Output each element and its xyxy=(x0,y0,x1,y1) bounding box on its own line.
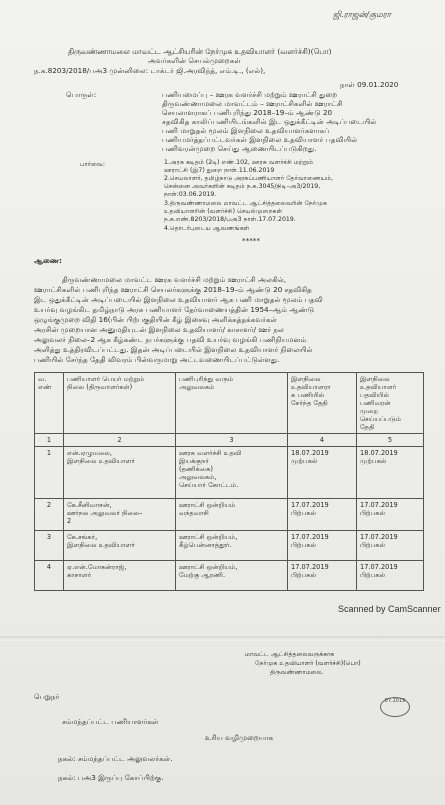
order-line: அரசின் முறையான அனுமதியுடன் இளநிலை உதவியாளர்/ காசாளர்/ ஊர் நல xyxy=(34,325,284,334)
order-line: திருவண்ணாமலை மாவட்ட ஊரக வளர்ச்சி மற்றும் ஊராட்சி அலகில், xyxy=(62,275,287,284)
row-serial: 4 xyxy=(35,561,64,591)
order-line: ஒழுங்குமுறை விதி 16(பின் பிற்பகுதியின் கீழ் இசைவு அளிக்கத்தக்கவர்கள் xyxy=(34,315,278,324)
row-office: ஊராட்சி ஒன்றியம் வந்தவாசி xyxy=(176,499,288,531)
table-row xyxy=(35,499,424,531)
separator-stars: ***** xyxy=(242,236,260,245)
references-label: பார்வை: xyxy=(80,161,105,168)
subject-label: பொருள்: xyxy=(66,90,97,99)
table-header-row xyxy=(35,373,424,434)
regularisation-table xyxy=(34,372,424,591)
row-regularise-date: 18.07.2019 முற்பகல் xyxy=(357,447,424,499)
reference-number-line: ந.க.8203/2018/பஅ3 முன்னிலை: டாக்டர் ஜி.அரவிந்த், எம்.டி., (எல்), xyxy=(34,66,266,75)
row-employee: ஏ.என்.மோகன்ராஜ், காசாளர் xyxy=(64,561,176,591)
table-row xyxy=(35,531,424,561)
copy-line: நகல்: சம்மந்தப்பட்ட அலுவலர்கள். xyxy=(58,754,173,763)
order-date: நாள் 09.01.2020 xyxy=(340,80,399,89)
row-serial: 2 xyxy=(35,499,64,531)
reference-line: 4.தொடர்புடைய ஆவணங்கள் xyxy=(164,225,250,232)
subject-line: சதவிகித காலிப்பணியிடங்களில் இட ஒதுக்கீட்டின் அடிப்படையில் xyxy=(162,117,377,126)
subject-line: பணி மாறுதல் மூலம் இளநிலை உதவியாளர்களாகப் xyxy=(162,126,330,135)
column-number: 1 xyxy=(35,434,64,447)
recipient-label: பெறுநர் xyxy=(34,692,60,701)
office-title: திருவண்ணாமலை மாவட்ட ஆட்சியரின் நேர்முக உதவியாளர் (வளர்ச்சி)(பொ) xyxy=(68,47,332,56)
row-employee: கே.சங்கர், இளநிலை உதவியாளர் xyxy=(64,531,176,561)
row-join-date: 17.07.2019 பிற்பகல் xyxy=(288,531,357,561)
row-regularise-date: 17.07.2019 பிற்பகல் xyxy=(357,531,424,561)
row-serial: 1 xyxy=(35,447,64,499)
column-header-serial: வ. எண் xyxy=(35,373,64,434)
routing-line: உரிய வழிமுறையாக xyxy=(205,733,274,742)
order-line: பணியில் சேர்ந்த தேதி விவரம் பின்வருமாறு அட்டவணையிடப்பட்டுள்ளது. xyxy=(34,355,280,364)
row-serial: 3 xyxy=(35,531,64,561)
subject-line: பணியமைப்பு – ஊரக வளர்ச்சி மற்றும் ஊராட்சி துறை xyxy=(162,90,338,99)
order-line: உயர்வு வழங்கிட தமிழ்நாடு அரசு பணியாளர் தேர்வாணையத்தின் 1954–ஆம் ஆண்டு xyxy=(34,305,315,314)
subject-line: செயலாளராகப் பணிபுரிந்து 2018–19–ம் ஆண்டு 20 xyxy=(162,108,333,117)
subject-line: பணிவரன்முறை செய்து ஆணையிடப்படுகிறது. xyxy=(162,144,317,153)
row-office: ஊராட்சி ஒன்றியம், மேற்கு ஆரணி. xyxy=(176,561,288,591)
scanner-watermark: Scanned by CamScanner xyxy=(338,604,441,614)
column-number: 4 xyxy=(288,434,357,447)
reference-line: 2.செயலாளர், தமிழ்நாடு அரசுப்பணியாளர் தேர்வாணையம், xyxy=(164,175,333,182)
top-signature: ஜி.ராஜன்/குமரா xyxy=(333,10,391,19)
row-employee: என்.ஏழுமலை, இளநிலை உதவியாளர் xyxy=(64,447,176,499)
row-join-date: 17.07.2019 பிற்பகல் xyxy=(288,499,357,531)
column-number: 5 xyxy=(357,434,424,447)
table-row xyxy=(35,447,424,499)
table-row xyxy=(35,561,424,591)
signature-line: நேர்முக உதவியாளர் (வளர்ச்சி)(பொ) xyxy=(255,660,361,667)
row-join-date: 18.07.2019 முற்பகல் xyxy=(288,447,357,499)
copy-line: நகல்: பஅ3 இருப்பு கோப்பிற்கு. xyxy=(58,773,164,782)
reference-line: 3.திருவண்ணாமலை மாவட்ட ஆட்சித்தலைவரின் நேர்முக xyxy=(164,200,327,207)
row-employee: கே.சீனிவாசன், ஊர்நல அலுவலர் நிலை– 2 xyxy=(64,499,176,531)
row-regularise-date: 17.07.2019 பிற்பகல் xyxy=(357,561,424,591)
reference-line: 1.அரசு கடிதம் (2டி) எண்.102, ஊரக வளர்ச்சி மற்றும் xyxy=(164,159,314,166)
reference-line: சென்னை அவர்களின் கடிதம் ந.க.3045/நிடி–அ3/2019, xyxy=(164,183,321,190)
row-regularise-date: 17.07.2019 பிற்பகல் xyxy=(357,499,424,531)
column-header-join-date: இளநிலை உதவியாளரா க பணியில் சேர்ந்த தேதி xyxy=(288,373,357,434)
office-subtitle: அவர்களின் செயல்முறைகள் xyxy=(148,56,241,65)
signature-line: திருவண்ணாமலை. xyxy=(270,669,324,676)
order-line: இட ஒதுக்கீட்டின் அடிப்படையில் இளநிலை உதவியாளர் ஆக பணி மாறுதல் மூலம் பதவி xyxy=(34,295,323,304)
column-number-row xyxy=(35,434,424,447)
column-header-office: பணிபுரிந்து வரும் அலுவலகம் xyxy=(176,373,288,434)
subject-line: திருவண்ணாமலை மாவட்டம் – ஊராட்சிகளில் ஊராட்சி xyxy=(162,99,343,108)
column-header-name: பணியாளர் பெயர் மற்றும் நிலை (திருவாளர்கள்) xyxy=(64,373,176,434)
column-number: 3 xyxy=(176,434,288,447)
order-line: ஊராட்சிகளில் பணிபுரிந்த ஊராட்சி செயலர்களுக்கு 2018–19–ம் ஆண்டு 20 சதவிகித xyxy=(34,285,312,294)
signature-line: மாவட்ட ஆட்சித்தலைவருக்காக xyxy=(245,651,335,658)
row-join-date: 17.07.2019 பிற்பகல் xyxy=(288,561,357,591)
row-office: ஊரக வளர்ச்சி உதவி இயக்குநர் (தணிக்கை) அலுவலகம், செய்யார் கோட்டம். xyxy=(176,447,288,499)
column-header-regularise-date: இளநிலை உதவியாளர் பதவியில் பணிவரன் முறை செய்யப்படும் தேதி xyxy=(357,373,424,434)
reference-line: ந.க.எண்.8203/2018/பஅ3 நாள்.17.07.2019. xyxy=(164,216,296,223)
page-fold xyxy=(0,636,445,641)
subject-line: பணியமர்த்தப்பட்டவர்கள் இளநிலை உதவியாளர் பதவியில் xyxy=(162,135,358,144)
order-line: அளித்து உத்திரவிடப்பட்டது. இதன் அடிப்படையில் இளநிலை உதவியாளர் நிலையில் xyxy=(34,345,313,354)
column-number: 2 xyxy=(64,434,176,447)
reference-line: உதவியாளரின் (வளர்ச்சி) செயல்முறைகள் xyxy=(164,208,283,215)
recipient-line: சம்மந்தப்பட்ட பணியாளர்கள் xyxy=(62,717,159,726)
reference-line: நாள்:03.06.2019. xyxy=(164,191,217,198)
order-heading: ஆணை: xyxy=(34,256,62,265)
stamp-date: 07.2019 xyxy=(384,698,406,704)
order-line: அலுவலர் நிலை–2 ஆக கீழ்கண்ட நபர்களுக்கு பதவி உயர்வு வழங்கி பணிநியமனம் xyxy=(34,335,307,344)
reference-line: ஊராட்சி (இ7) துறை நாள்.11.06.2019 xyxy=(164,167,275,174)
date-stamp xyxy=(380,697,410,717)
row-office: ஊராட்சி ஒன்றியம், கீழ்பென்னாத்தூர். xyxy=(176,531,288,561)
